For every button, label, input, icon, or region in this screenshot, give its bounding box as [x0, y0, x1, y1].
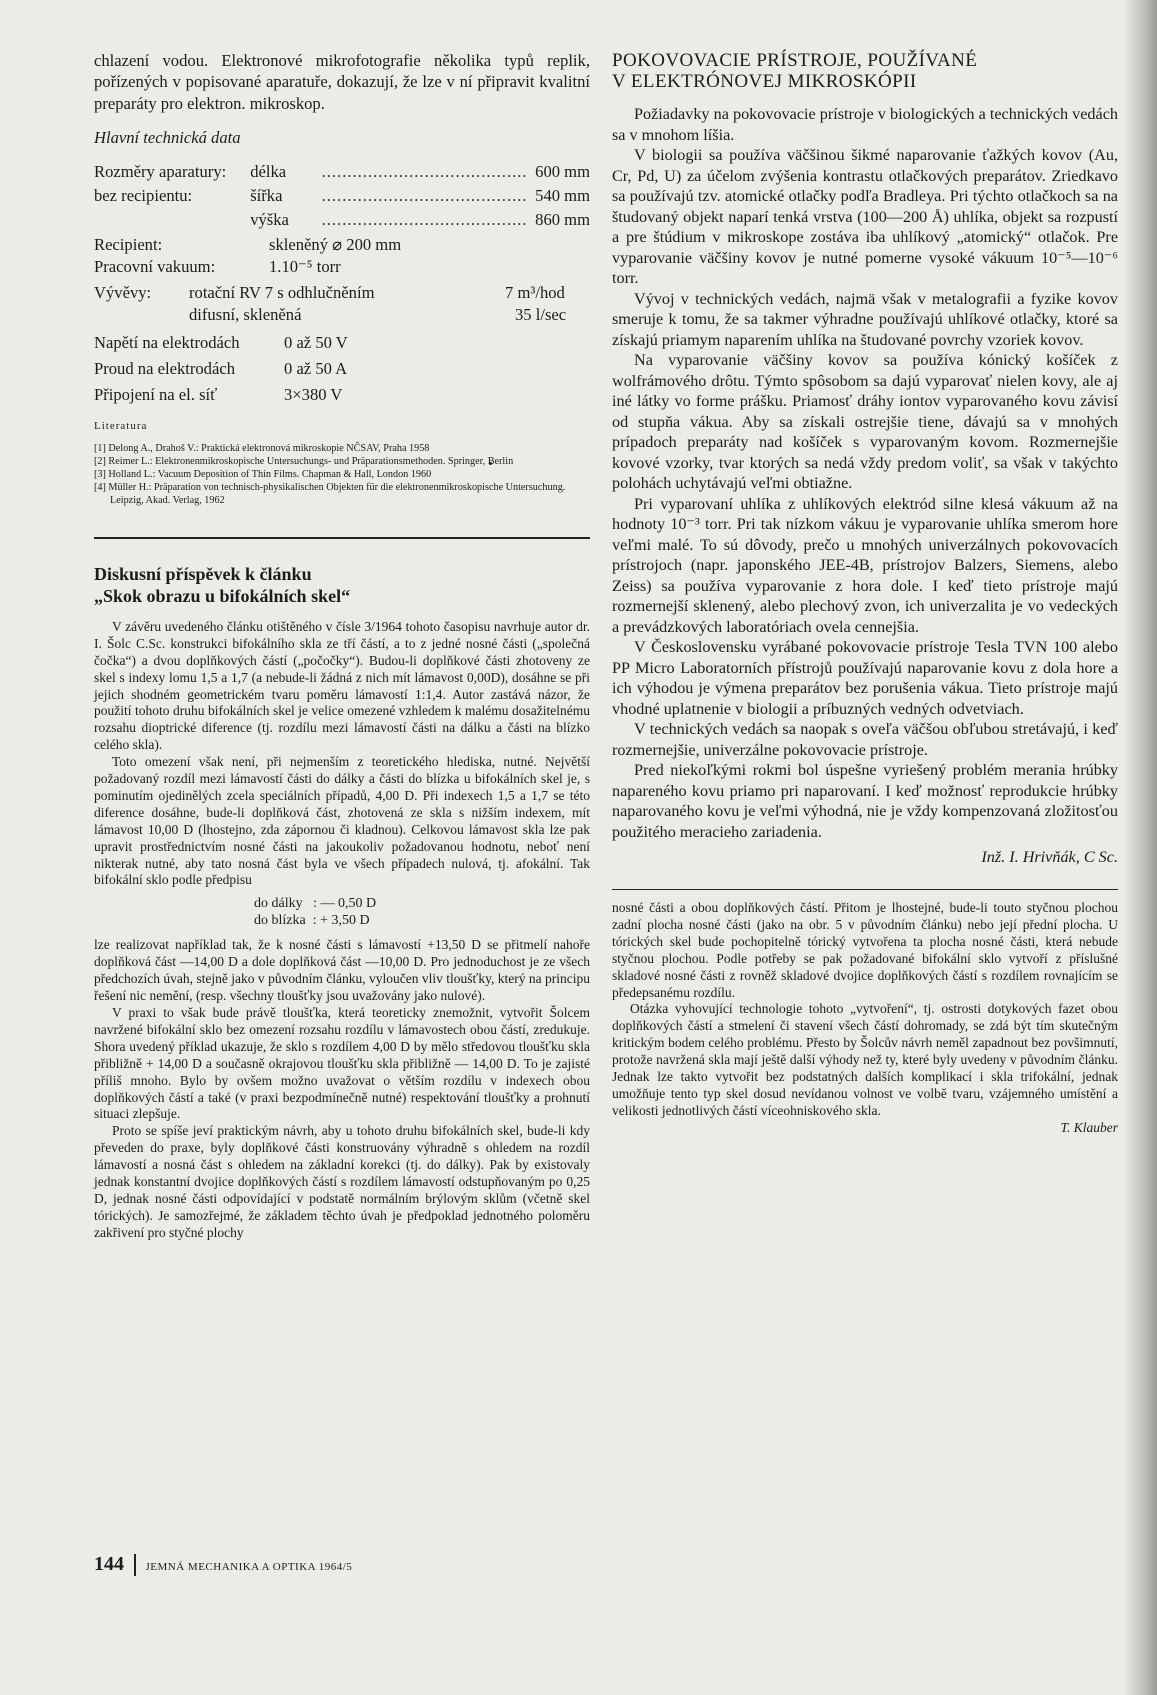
spec-item: šířka	[250, 185, 283, 205]
tech-data-heading: Hlavní technická data	[94, 127, 241, 147]
recipient-spec	[94, 234, 590, 406]
leader-dots: ........................................	[321, 161, 528, 181]
recipient-label: Recipient:	[94, 234, 163, 254]
reference-item: [3] Holland L.: Vacuum Deposition of Thin Films. Chapman & Hall, London 1960	[94, 468, 432, 480]
discussion-title	[94, 563, 590, 607]
formula-line: do blízka : + 3,50 D	[254, 913, 370, 929]
pump1-value: 7 m³/hod	[505, 282, 565, 302]
pump2-value: 35 l/sec	[515, 304, 567, 324]
spec-row	[94, 208, 590, 232]
voltage-label: Napětí na elektrodách	[94, 332, 240, 352]
spec-item: výška	[250, 209, 289, 229]
article-body	[612, 104, 1118, 842]
paragraph: Vývoj v technických vedách, najmä však v metalografii a fyzike kovov smeruje k tomu, že sa takmer výhradne používajú uhlíkové otlačky, ktoré sa získajú priamym naparením uhlíka na študované povrchy vzoriek kovov.	[612, 289, 1118, 349]
paragraph: Pri vyparovaní uhlíka z uhlíkových elektród silne klesá vákuum až na hodnoty 10⁻³ torr. Pri tak nízkom vákuu je vyparovanie uhlíka smerom hore veľmi malé. To sú dôvody, prečo u mnohých univerzálnych pokovovacích prístrojoch (napr. japonského JEE-4B, prístrojov Balzers, Siemens, alebo Zeiss) sa používa vyparovanie z hora dole. I keď tieto prístroje majú rozmernejší sklenený, alebo plechový zvon, ich univerzalita je vo vedeckých a prevádzkových laboratóriach ovela cennejšia.	[612, 494, 1118, 636]
paragraph: Proto se spíše jeví praktickým návrh, aby u tohoto druhu bifokálních skel, bude-li kdy převeden do praxe, byly doplňkové části konstruovány výhradně s ohledem na rozdíl lámavostí a nosná část s ohledem na základní korekci (tj. do dálky). Pak by existovaly jednak konstantní dvojice doplňkových částí s rozdílem lámavostí odstupňovaným po 0,25 D, jednak nosné části odpovídající v podstatě normálním brýlovým sklům (včetně skel tórických). Je samozřejmé, že základem těchto úvah je předpoklad jednotného poloměru zakřivení pro styčné plochy	[94, 1123, 590, 1240]
current-label: Proud na elektrodách	[94, 358, 235, 378]
page-edge-shadow	[1123, 0, 1157, 1695]
article-title	[612, 50, 1118, 92]
paragraph: nosné části a obou doplňkových částí. Přitom je lhostejné, bude-li touto styčnou plochou zadní plocha nosné části (jako na obr. 5 v původním článku) nebo její přední plocha. U tórických skel bude pochopitelně tórický vytvořena ta plocha nosné části, která nebude styčnou plochou. Podle potřeby se pak požadované bifokální sklo vytvoří z příslušné skladové nosné části z rovněž skladové dvojice doplňkových částí s rozdílem rovnajícím se předepsanému rozdílu.	[612, 900, 1118, 1000]
formula-line: do dálky : — 0,50 D	[254, 896, 377, 912]
pump1-text: rotační RV 7 s odhlučněním	[189, 282, 375, 302]
paragraph: Požiadavky na pokovovacie prístroje v biologických a technických vedách sa v mnohom líšia.	[612, 105, 1118, 144]
spec-label: bez recipientu:	[94, 185, 193, 205]
continuation-body	[612, 900, 1118, 1120]
power-label: Připojení na el. síť	[94, 384, 218, 404]
pump2-text: difusní, skleněná	[189, 304, 302, 324]
reference-list	[94, 442, 590, 507]
section-divider	[612, 889, 1118, 890]
author-signature: Inž. I. Hrivňák, C Sc.	[981, 848, 1118, 866]
intro-text: chlazení vodou. Elektronové mikrofotografie několika typů replik, pořízených v popisované aparatuře, dokazují, že lze v ní připravit kvalitní preparáty pro elektron. mikroskop.	[94, 51, 590, 113]
current-value: 0 až 50 A	[284, 358, 348, 378]
paragraph: Na vyparovanie väčšiny kovov sa používa kónický košíček z wolfrámového drôtu. Týmto spôsobom sa dajú vyparovať nielen kovy, ale aj iné látky vo forme prášku. Priamosť dráhy iontov vyparovaného kovu závisí od stupňa vákua. Aby sa získali ostrejšie tiene, dávajú sa v mnohých prípadoch preparáty nad košíček s vyparovaným kovom. Rozmernejšie kovové vzorky, tvar ktorých sa nedá vždy predom voliť, sa však v takýchto polohách uchytávajú veľmi obtiažne.	[612, 351, 1118, 492]
section-divider	[94, 537, 590, 539]
spec-value: 600 mm	[535, 161, 590, 181]
journal-name: JEMNÁ MECHANIKA A OPTIKA 1964/5	[145, 1561, 353, 1573]
page-footer	[94, 1553, 352, 1576]
paragraph: V praxi to však bude právě tloušťka, která teoreticky znemožnit, vytvořit Šolcem navržené bifokální sklo bez omezení rozsahu rozdílu v lámavostech obou částí, zredukuje. Shora uvedený příklad ukazuje, že sklo s rozdílem 4,00 D by mělo středovou tloušťku skla přibližně + 14,00 D a současně okrajovou tloušťku skla přibližně — 14,00 D. To je zajisté příliš mnoho. Bylo by ovšem možno uvažovat o větším rozdílu v indexech obou doplňkových částí a také (v praxi bezpodmínečně nutné) respektování tloušťky a prohnutí situaci zlepšuje.	[94, 1005, 590, 1122]
formula-block	[254, 895, 590, 929]
paragraph: lze realizovat například tak, že k nosné části s lámavostí +13,50 D se přitmelí nahoře doplňková část —14,00 D a dole doplňková část —10,00 D. Pro jednoduchost je ze všech předchozích úvah, stejně jako v původním článku, vyloučen vliv tloušťky, který na principu řešení nic nemění, (resp. všechny tloušťky jsou uvažovány jako nulové).	[94, 937, 590, 1004]
spec-value: 860 mm	[535, 209, 590, 229]
spec-row	[94, 184, 590, 208]
dimensions-table	[94, 160, 590, 232]
article-title-line2: V ELEKTRÓNOVEJ MIKROSKÓPII	[612, 71, 917, 92]
author-signature-2: T. Klauber	[1060, 1119, 1118, 1135]
reference-item: [4] Müller H.: Präparation von technisch-physikalischen Objekten für die elektronenmikroskopische Untersuchung. Leipzig, Akad. Verlag, 1962	[94, 481, 566, 506]
discussion-body	[94, 619, 590, 1242]
paragraph: V závěru uvedeného článku otištěného v čísle 3/1964 tohoto časopisu navrhuje autor dr. I. Šolc C.Sc. konstrukci bifokálního skla ze tří částí, a to z jedné nosné části („společná čočka“) a dvou doplňkových částí („počočky“). Budou-li doplňkové části zhotoveny ze skel s indexy lomu 1,5 a 1,7 (a nebude-li žádná z nich mít lámavost 0,00D), dosáhne se při jejich shodném geometrickém tvaru poměru lámavostí 1:1,4. Autor zastává názor, že použití tohoto druhu bifokálních skel je velice omezené vzhledem k malému dosažitelnému rozsahu dioptrické diference (tj. rozdílu mezi lámavostí části na dálku a části na blízko celého skla).	[94, 618, 590, 753]
paragraph: Pred niekoľkými rokmi bol úspešne vyriešený problém merania hrúbky napareného kovu priamo pri naparovaní. I keď možnosť reprodukcie hrúbky naparovaného kovu je veľmi výhodná, nie je vždy kompenzovaná zložitosťou použitého meracieho zariadenia.	[612, 761, 1118, 841]
leader-dots: ........................................	[321, 185, 528, 205]
power-value: 3×380 V	[284, 384, 343, 404]
vacuum-label: Pracovní vakuum:	[94, 256, 216, 276]
paragraph: V Československu vyrábané pokovovacie prístroje Tesla TVN 100 alebo PP Micro Laboratorních přístrojů používajú naparovanie kovu z dola hore a ich výhodou je výmena preparátov bez porušenia vákua. Tieto prístroje majú vhodné uplatnenie v biologii a príbuzných vedných odvetviach.	[612, 638, 1118, 718]
left-column	[94, 50, 590, 1242]
spec-label	[94, 208, 250, 232]
reference-item: [2] Reimer L.: Elektronenmikroskopische Untersuchungs- und Präparationsmethoden. Springer, Berlin	[94, 455, 514, 467]
paragraph: V biologii sa používa väčšinou šikmé naparovanie ťažkých kovov (Au, Cr, Pd, U) za účelom zvýšenia kontrastu otlačkových preparátov. Zriedkavo sa používajú tzv. atomické otlačky podľa Bradleya. Pri týchto otlačkoch sa na študovaný objekt naparí tenká vrstva (100—200 Å) uhlíka, objekt sa rozpustí a pre štúdium v mikroskope zostáva iba uhlíkový „atomický“ otlačok. Pre vyparovanie väčšiny kovov je nutné pomerne vysoké vákuum 10⁻⁵—10⁻⁶ torr.	[612, 146, 1118, 287]
spec-item: délka	[250, 161, 287, 181]
page-number: 144	[94, 1553, 124, 1575]
spec-label: Rozměry aparatury:	[94, 161, 227, 181]
vacuum-value: 1.10⁻⁵ torr	[269, 256, 341, 276]
discussion-title-line1: Diskusní příspěvek k článku	[94, 563, 312, 584]
discussion-title-line2: „Skok obrazu u bifokálních skel“	[94, 585, 351, 606]
right-column	[612, 50, 1118, 1136]
literature-heading: Literatura	[94, 419, 148, 432]
spec-value: 540 mm	[535, 185, 590, 205]
paragraph: Otázka vyhovující technologie tohoto „vytvoření“, tj. ostrosti dotykových fazet obou doplňkových částí a stmelení či stavení všech částí dohromady, se zdá být tím skutečným kritickým bodem celého problému. Přesto by Šolcův návrh neměl zapadnout bez povšimnutí, protože navržená skla mají ještě další výhody než ty, které byly uvedeny v původním článku. Jednak lze takto vytvořit bez podstatných dalších komplikací i skla trifokální, jednak umožňuje tento typ skel dosud nevídanou volnost ve volbě tvaru, vzájemného umístění a velikosti jednotlivých částí víceohniskového skla.	[612, 1001, 1118, 1118]
pumps-label: Vývěvy:	[94, 282, 152, 302]
paragraph: V technických vedách sa naopak s oveľa väčšou obľubou stretávajú, i keď rozmernejšie, univerzálne pokovovacie prístroje.	[612, 720, 1118, 759]
paragraph: Toto omezení však není, při nejmenším z teoretického hlediska, nutné. Největší požadovaný rozdíl mezi lámavostí části do dálky a části do blízka u bifokálních skel je, s pominutím ojedinělých zcela speciálních případů, 4,00 D. Při indexech 1,5 a 1,7 se této diference dosáhne, bude-li doplňková část, zhotovená ze skla s nižším indexem, mít lámavost 10,00 D (lhostejno, zda zápornou či kladnou). Celkovou lámavost skla lze pak upravit prostřednictvím nosné části na jakoukoliv požadovanou hodnotu, neboť není nikterak nutné, aby tato nosná část byla ve všech případech nulová, tj. afokální. Tak bifokální sklo podle předpisu	[94, 754, 590, 888]
reference-item: [1] Delong A., Drahoš V.: Praktická elektronová mikroskopie NČSAV, Praha 1958	[94, 442, 430, 454]
voltage-value: 0 až 50 V	[284, 332, 348, 352]
leader-dots: ........................................	[321, 209, 528, 229]
spec-row	[94, 160, 590, 184]
recipient-value: skleněný ⌀ 200 mm	[269, 234, 402, 254]
article-title-line1: POKOVOVACIE PRÍSTROJE, POUŽÍVANÉ	[612, 50, 978, 71]
footer-separator	[134, 1554, 136, 1576]
